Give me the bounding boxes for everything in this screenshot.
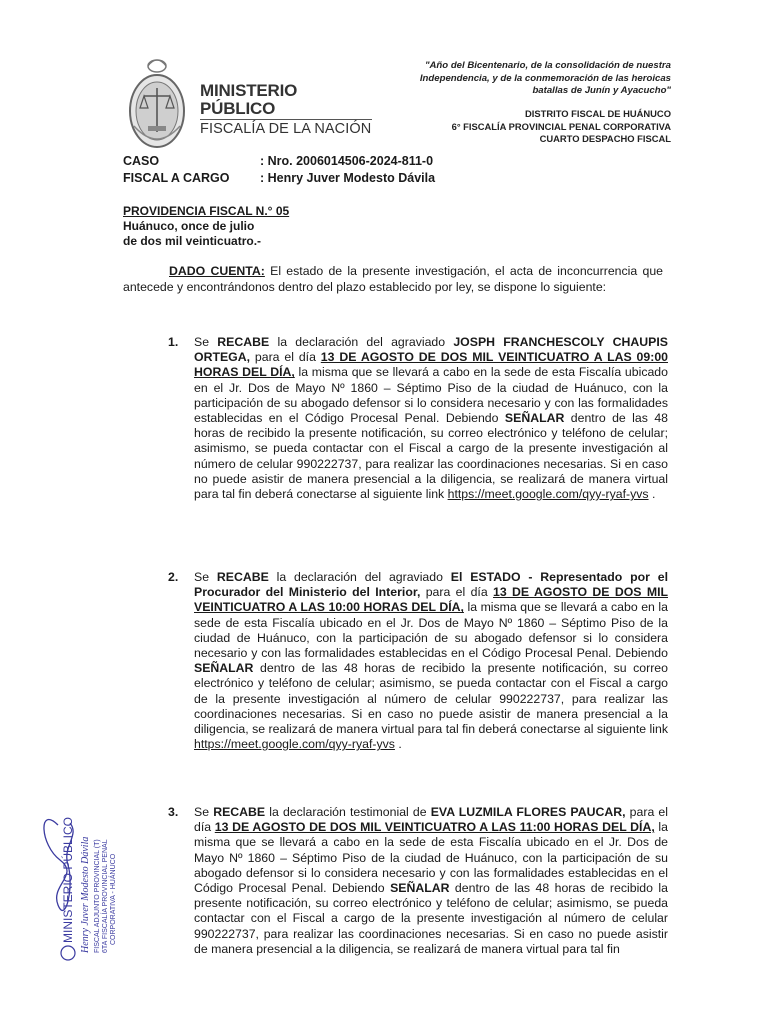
text-run: para el día bbox=[194, 805, 668, 835]
ministry-subtitle: FISCALÍA DE LA NACIÓN bbox=[200, 121, 372, 137]
official-stamp-signature bbox=[40, 765, 140, 965]
text-run: la misma que se llevará a cabo en la sede de esta Fiscalía ubicado en el Jr. Dos de Mayo Nº 1860 – Séptimo Piso de la ciudad de Huánuco, con la participación de su abogado defensor si lo considera necesario y con las formalidades establecidas en el Código Procesal Penal. Debiendo bbox=[194, 600, 668, 661]
case-row bbox=[123, 153, 435, 170]
list-item bbox=[168, 570, 668, 752]
text-run: dentro de las 48 horas de recibido la presente notificación, su correo electrónico y teléfono de celular; asimismo, se pueda contactar con el Fiscal a cargo de la presente investigación al número de celular 990222737, para realizar las coordinaciones necesarias. Si en caso no puede asistir de manera presencial a la diligencia, se realizará de manera virtual para tal fin deberá conectarse al siguiente link bbox=[194, 411, 669, 502]
text-run: la misma que se llevará a cabo en la sede de esta Fiscalía ubicado en el Jr. Dos de Mayo Nº 1860 – Séptimo Piso de la ciudad de Huánuco, con la participación de su abogado defensor si lo considera necesario y con las formalidades establecidas en el Código Procesal Penal. Debiendo bbox=[194, 365, 668, 426]
hearing-datetime: 13 DE AGOSTO DE DOS MIL VEINTICUATRO A LAS 09:00 HORAS DEL DÍA, bbox=[194, 350, 668, 380]
ministerio-publico-crest-icon bbox=[126, 56, 188, 152]
item-text bbox=[194, 805, 668, 957]
item-number: 2. bbox=[168, 570, 179, 584]
recabe-label: RECABE bbox=[217, 335, 270, 349]
ministry-logo-text bbox=[200, 82, 372, 137]
hearing-datetime: 13 DE AGOSTO DE DOS MIL VEINTICUATRO A LAS 11:00 HORAS DEL DÍA, bbox=[214, 820, 655, 835]
logo-divider bbox=[200, 119, 372, 120]
recabe-label: RECABE bbox=[213, 805, 266, 819]
case-number: : Nro. 2006014506-2024-811-0 bbox=[260, 154, 434, 168]
motto-line: batallas de Junín y Ayacucho" bbox=[532, 85, 671, 96]
text-run: Se bbox=[194, 570, 217, 584]
stamp-office: 6TA FISCALÍA PROVINCIAL PENAL bbox=[102, 839, 109, 953]
despacho-name: CUARTO DESPACHO FISCAL bbox=[539, 133, 671, 145]
providencia-title: PROVIDENCIA FISCAL N.° 05 bbox=[123, 204, 290, 218]
fiscal-label: FISCAL A CARGO bbox=[123, 170, 230, 185]
district-office bbox=[381, 108, 671, 146]
item-number: 1. bbox=[168, 335, 179, 349]
motto-line: Independencia, y de la conmemoración de las heroicas bbox=[419, 72, 671, 84]
item-number: 3. bbox=[168, 805, 179, 819]
meet-link[interactable]: https://meet.google.com/qyy-ryaf-yvs bbox=[447, 487, 649, 502]
date-year: de dos mil veinticuatro.- bbox=[123, 234, 262, 248]
motto-line: "Año del Bicentenario, de la consolidación de nuestra bbox=[424, 60, 671, 71]
district-name: DISTRITO FISCAL DE HUÁNUCO bbox=[524, 108, 671, 119]
text-run: la declaración del agraviado bbox=[269, 335, 454, 349]
fiscal-row bbox=[123, 170, 435, 187]
text-run: dentro de las 48 horas de recibido la presente notificación, su correo electrónico y teléfono de celular; asimismo, se pueda contactar con el Fiscal a cargo de la presente investigación al número de celular 990222737, para realizar las coordinaciones necesarias. Si en caso no puede asistir de manera presencial a la diligencia, se realizará de manera virtual para tal fin deberá conectarse al siguiente link bbox=[194, 661, 668, 737]
providencia-heading bbox=[123, 204, 289, 249]
list-item bbox=[168, 335, 668, 502]
intro-text: El estado de la presente investigación, el acta de inconcurrencia que antecede y encontrándonos dentro del plazo establecido por ley, se dispone lo siguiente: bbox=[123, 264, 663, 294]
meet-link[interactable]: https://meet.google.com/qyy-ryaf-yvs bbox=[194, 737, 395, 752]
recabe-label: RECABE bbox=[216, 570, 269, 584]
year-motto bbox=[381, 60, 671, 98]
senalar-label: SEÑALAR bbox=[194, 661, 254, 676]
senalar-label: SEÑALAR bbox=[390, 881, 450, 896]
ministry-name: MINISTERIO PÚBLICO bbox=[200, 81, 298, 118]
person-name: JOSPH FRANCHESCOLY CHAUPIS ORTEGA, bbox=[194, 335, 668, 365]
person-name: El ESTADO - Representado por el Procurador del Ministerio del Interior, bbox=[194, 570, 668, 600]
text-run: . bbox=[648, 487, 656, 502]
stamp-name: Henry Juver Modesto Dávila bbox=[80, 836, 91, 953]
text-run: para el día bbox=[420, 585, 494, 600]
text-run: Se bbox=[194, 805, 214, 819]
fiscal-name: : Henry Juver Modesto Dávila bbox=[260, 170, 436, 185]
text-run: la declaración testimonial de bbox=[265, 805, 431, 819]
stamp-city: CORPORATIVA - HUÁNUCO bbox=[110, 853, 117, 945]
text-run: Se bbox=[194, 335, 218, 349]
item-text bbox=[194, 570, 668, 752]
text-run: para el día bbox=[250, 350, 321, 365]
text-run: la misma que se llevará a cabo en la sede de esta Fiscalía ubicado en el Jr. Dos de Mayo Nº 1860 – Séptimo Piso de la ciudad de Huánuco, con la participación de su abogado defensor si lo considera necesario y con las formalidades establecidas en el Código Procesal Penal. Debiendo bbox=[194, 820, 668, 896]
stamp-position: FISCAL ADJUNTO PROVINCIAL (T) bbox=[94, 839, 101, 953]
stamp-title: MINISTERIO PÚBLICO bbox=[61, 816, 75, 943]
text-run: . bbox=[394, 737, 402, 752]
case-info bbox=[123, 153, 435, 186]
list-item bbox=[168, 805, 668, 957]
senalar-label: SEÑALAR bbox=[504, 411, 565, 426]
intro-paragraph bbox=[123, 264, 663, 295]
item-text bbox=[194, 335, 668, 502]
text-run: dentro de las 48 horas de recibido la presente notificación, su correo electrónico y teléfono de celular; asimismo, se pueda contactar con el Fiscal a cargo de la presente investigación al número de celular 990222737, para realizar las coordinaciones necesarias. Si en caso no puede asistir de manera presencial a la diligencia, se realizará de manera virtual para tal fin bbox=[194, 881, 668, 956]
person-name: EVA LUZMILA FLORES PAUCAR, bbox=[430, 805, 626, 819]
case-label: CASO bbox=[123, 154, 160, 168]
dado-cuenta-label: DADO CUENTA: bbox=[169, 264, 265, 278]
text-run: la declaración del agraviado bbox=[268, 570, 451, 584]
place-date: Huánuco, once de julio bbox=[123, 219, 255, 233]
hearing-datetime: 13 DE AGOSTO DE DOS MIL VEINTICUATRO A LAS 10:00 HORAS DEL DÍA, bbox=[194, 585, 668, 615]
fiscalia-name: 6° FISCALÍA PROVINCIAL PENAL CORPORATIVA bbox=[451, 120, 671, 132]
